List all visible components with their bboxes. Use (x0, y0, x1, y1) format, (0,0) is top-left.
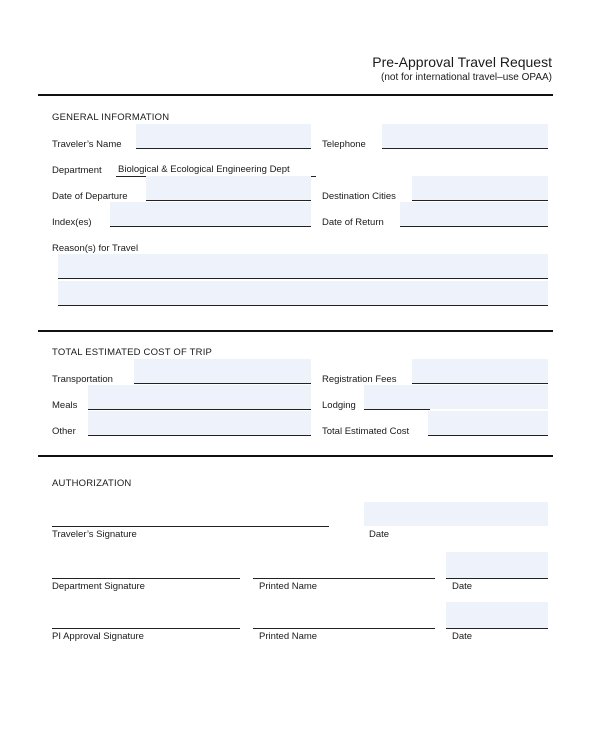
pi-approval-signature-field[interactable] (52, 604, 240, 628)
travelers-signature-line (52, 526, 329, 527)
department-printed-name-field[interactable] (253, 554, 435, 578)
telephone-field[interactable] (382, 124, 548, 148)
indexes-underline (110, 226, 311, 227)
telephone-label: Telephone (322, 139, 366, 150)
date-of-departure-label: Date of Departure (52, 191, 128, 202)
section-divider (38, 94, 553, 96)
section-divider (38, 330, 553, 332)
indexes-label: Index(es) (52, 217, 92, 228)
reasons-field-line-1[interactable] (58, 254, 548, 278)
printed-name-label-2: Printed Name (259, 631, 318, 642)
travelers-name-label: Traveler’s Name (52, 139, 122, 150)
registration-fees-label: Registration Fees (322, 374, 397, 385)
department-label: Department (52, 165, 102, 176)
date-label-3: Date (452, 631, 473, 642)
destination-cities-label: Destination Cities (322, 191, 396, 202)
travelers-name-underline (136, 148, 311, 149)
lodging-field[interactable] (364, 385, 548, 409)
total-estimated-cost-label: Total Estimated Cost (322, 426, 410, 437)
travelers-signature-label: Traveler’s Signature (52, 529, 137, 540)
printed-name-label-1: Printed Name (259, 581, 318, 592)
department-signature-field[interactable] (52, 554, 240, 578)
total-estimated-cost-underline (428, 435, 548, 436)
travelers-name-field[interactable] (136, 124, 311, 148)
date-of-departure-field[interactable] (146, 176, 311, 200)
pi-date-line (446, 628, 548, 629)
meals-underline (88, 409, 311, 410)
total-estimated-cost-field[interactable] (428, 411, 548, 435)
department-signature-label: Department Signature (52, 581, 145, 592)
pi-printed-name-field[interactable] (253, 604, 435, 628)
meals-label: Meals (52, 400, 78, 411)
pi-printed-name-line (253, 628, 435, 629)
registration-fees-field[interactable] (412, 359, 548, 383)
department-date-field[interactable] (446, 552, 548, 578)
date-of-return-field[interactable] (400, 202, 548, 226)
other-label: Other (52, 426, 76, 437)
transportation-field[interactable] (134, 359, 311, 383)
transportation-label: Transportation (52, 374, 113, 385)
other-field[interactable] (88, 411, 311, 435)
pi-date-field[interactable] (446, 602, 548, 628)
department-date-line (446, 578, 548, 579)
date-of-departure-underline (146, 200, 311, 201)
date-label-2: Date (452, 581, 473, 592)
form-title: Pre-Approval Travel Request (372, 54, 552, 70)
date-of-return-label: Date of Return (322, 217, 384, 228)
destination-cities-underline (412, 200, 548, 201)
department-printed-name-line (253, 578, 435, 579)
pi-approval-signature-label: PI Approval Signature (52, 631, 144, 642)
form-subtitle: (not for international travel–use OPAA) (380, 72, 552, 83)
travelers-signature-field[interactable] (52, 502, 329, 526)
travelers-signature-date-field[interactable] (364, 502, 548, 526)
telephone-underline (382, 148, 548, 149)
lodging-label: Lodging (322, 400, 356, 411)
authorization-heading: AUTHORIZATION (52, 478, 132, 489)
transportation-underline (134, 383, 311, 384)
pi-approval-signature-line (52, 628, 240, 629)
meals-field[interactable] (88, 385, 311, 409)
department-value: Biological & Ecological Engineering Dept (118, 164, 290, 175)
reasons-underline-1 (58, 278, 548, 279)
reasons-field-line-2[interactable] (58, 281, 548, 305)
lodging-underline (364, 409, 430, 410)
reasons-for-travel-label: Reason(s) for Travel (52, 243, 139, 254)
registration-fees-underline (412, 383, 548, 384)
date-of-return-underline (400, 226, 548, 227)
general-information-heading: GENERAL INFORMATION (52, 112, 170, 123)
indexes-field[interactable] (110, 202, 311, 226)
other-underline (88, 435, 311, 436)
destination-cities-field[interactable] (412, 176, 548, 200)
date-label-1: Date (369, 529, 390, 540)
department-signature-line (52, 578, 240, 579)
reasons-underline-2 (58, 305, 548, 306)
total-cost-heading: TOTAL ESTIMATED COST OF TRIP (52, 347, 213, 358)
section-divider (38, 455, 553, 457)
